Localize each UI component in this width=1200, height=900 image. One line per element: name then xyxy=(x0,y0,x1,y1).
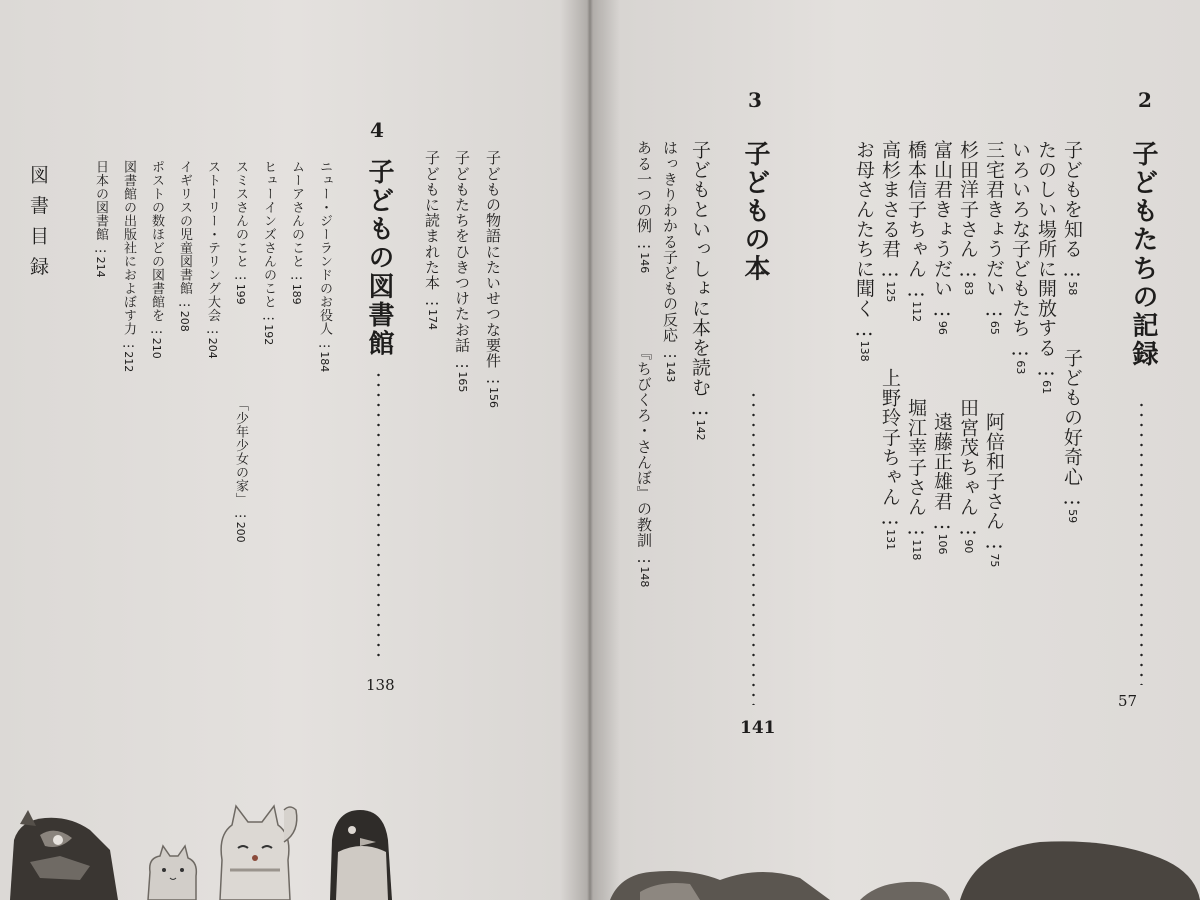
chapter-2-title: 子どもたちの記録 xyxy=(1128,140,1158,369)
small-cat-toy-figure xyxy=(148,846,196,900)
toc-entry: 『ちびくろ・さんぼ』の教訓…148 xyxy=(635,345,653,588)
chapter-4-title: 子どもの図書館 xyxy=(364,158,394,359)
toc-entry: 子どもたちをひきつけたお話…165 xyxy=(453,150,471,393)
book-gutter xyxy=(560,0,620,900)
toc-entry: 堀江幸子さん…118 xyxy=(905,398,927,561)
appendix-book-list: 図書目録 xyxy=(27,165,49,287)
toc-entry: 遠藤正雄君…106 xyxy=(931,412,953,555)
toc-entry: ある一つの例…146 xyxy=(635,140,653,274)
toc-entry: 日本の図書館…214 xyxy=(93,160,108,278)
lion-toy-figure xyxy=(10,810,118,900)
chapter-3-leader-dots xyxy=(752,390,755,705)
chapter-4-number: 4 xyxy=(370,118,384,142)
right-illustration-shape xyxy=(960,841,1200,900)
toc-entry: 三宅君きょうだい…65 xyxy=(983,140,1005,335)
toy-figures-illustration xyxy=(0,780,1200,900)
right-illustration-shape xyxy=(860,882,950,900)
toc-entry: 子どもの物語にたいせつな要件…156 xyxy=(484,150,502,408)
toc-entry: 子どもの好奇心…59 xyxy=(1061,348,1083,524)
chapter-3-number: 3 xyxy=(748,88,762,112)
chapter-2-leader-dots xyxy=(1140,400,1143,685)
toc-entry: イギリスの児童図書館…208 xyxy=(177,160,192,332)
toc-entry: 子どもに読まれた本…174 xyxy=(423,150,441,330)
toc-entry: 田宮茂ちゃん…90 xyxy=(957,398,979,554)
toc-entry: 富山君きょうだい…96 xyxy=(931,140,953,335)
right-page xyxy=(602,0,1200,900)
toc-entry: ムーアさんのこと…189 xyxy=(289,160,304,305)
toc-entry: お母さんたちに聞く…138 xyxy=(853,140,875,362)
toc-entry: 子どもを知る…58 xyxy=(1061,140,1083,296)
toc-entry: 「少年少女の家」…200 xyxy=(233,398,248,543)
chapter-4-page: 138 xyxy=(366,676,395,694)
toc-entry: たのしい場所に開放する…61 xyxy=(1035,140,1057,395)
toc-entry: 橋本信子ちゃん…112 xyxy=(905,140,927,323)
toc-entry: スミスさんのこと…199 xyxy=(233,160,248,305)
chapter-2-number: 2 xyxy=(1138,88,1152,112)
toc-entry: 図書館の出版社におよぼす力…212 xyxy=(121,160,136,373)
left-page xyxy=(0,0,588,900)
chapter-3-page: 141 xyxy=(740,718,776,738)
bird-toy-figure xyxy=(330,810,392,900)
chapter-4-leader-dots xyxy=(377,370,380,660)
toc-entry: いろいろな子どもたち…63 xyxy=(1009,140,1031,375)
beckoning-cat-figure xyxy=(220,806,297,900)
toc-entry: ニュー・ジーランドのお役人…184 xyxy=(317,160,332,373)
chapter-3-title: 子どもの本 xyxy=(740,140,770,283)
toc-entry: 高杉まさる君…125 xyxy=(879,140,901,303)
toc-entry: はっきりわかる子どもの反応…143 xyxy=(661,140,679,383)
toc-entry: 上野玲子ちゃん…131 xyxy=(879,368,901,551)
chapter-2-page: 57 xyxy=(1118,692,1138,710)
toc-entry: ヒューインズさんのこと…192 xyxy=(261,160,276,346)
toc-entry: 杉田洋子さん…83 xyxy=(957,140,979,296)
toc-entry: ストーリー・テリング大会…204 xyxy=(205,160,220,359)
toc-entry: ポストの数ほどの図書館を…210 xyxy=(149,160,164,359)
toc-entry: 阿倍和子さん…75 xyxy=(983,412,1005,568)
toc-entry: 子どもといっしょに本を読む…142 xyxy=(689,140,711,441)
